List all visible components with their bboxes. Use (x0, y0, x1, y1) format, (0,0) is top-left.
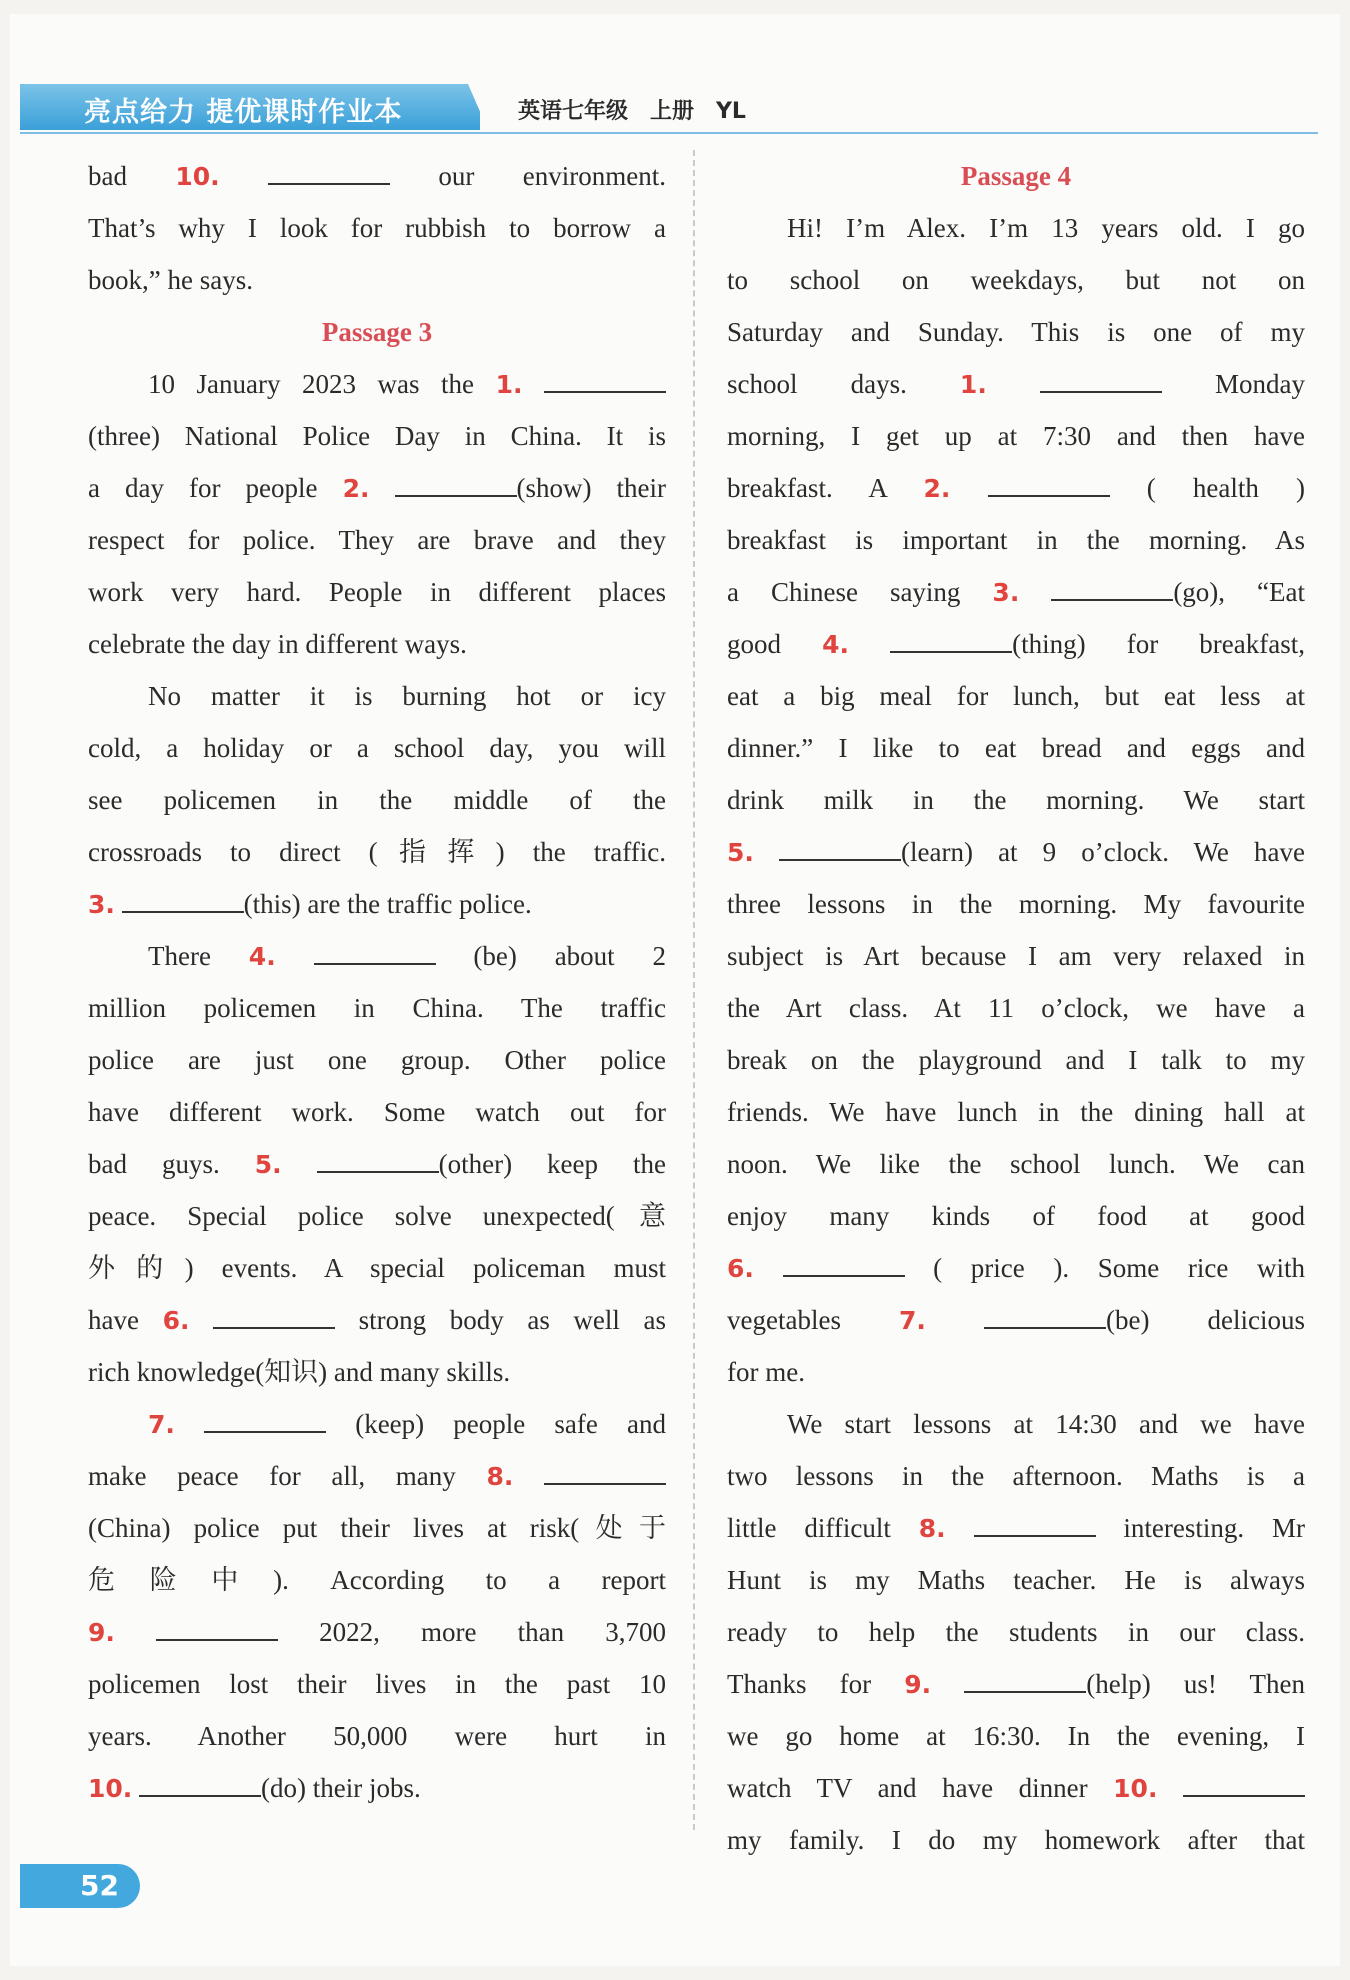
text-line: We start lessons at 14:30 and we have (787, 1409, 1305, 1439)
book-title: 亮点给力 提优课时作业本 (84, 97, 403, 128)
answer-blank[interactable] (890, 629, 1012, 653)
text-line: watch TV and have dinner 10. (727, 1762, 1305, 1814)
text-line: Thanks for 9. (help) us! Then (727, 1669, 1305, 1699)
text-line: Hunt is my Maths teacher. He is always (727, 1565, 1305, 1595)
text-line: the Art class. At 11 o’clock, we have a (727, 993, 1305, 1023)
text-line: respect for police. They are brave and they (88, 525, 666, 555)
text-line: my family. I do my homework after that (727, 1825, 1305, 1855)
text-line: 危险中). According to a report (88, 1565, 666, 1595)
answer-blank[interactable] (544, 369, 666, 393)
text-line: noon. We like the school lunch. We can (727, 1149, 1305, 1179)
answer-blank[interactable] (544, 1461, 666, 1485)
text-line: policemen lost their lives in the past 10 (88, 1669, 666, 1699)
answer-blank[interactable] (395, 473, 517, 497)
text-line: little difficult 8. interesting. Mr (727, 1513, 1305, 1543)
answer-blank[interactable] (213, 1305, 335, 1329)
text-line: breakfast is important in the morning. As (727, 525, 1305, 555)
answer-blank[interactable] (156, 1617, 278, 1641)
answer-blank[interactable] (964, 1669, 1086, 1693)
text-line: a Chinese saying 3. (go), “Eat (727, 577, 1305, 607)
answer-blank[interactable] (1183, 1773, 1305, 1797)
text-line: rich knowledge(知识) and many skills. (88, 1357, 511, 1387)
text-line: break on the playground and I talk to my (727, 1045, 1305, 1075)
text-line: (China) police put their lives at risk(处于 (88, 1513, 666, 1543)
question-number: 10. (1113, 1774, 1158, 1803)
text-line: ready to help the students in our class. (727, 1617, 1305, 1647)
text-line: That’s why I look for rubbish to borrow a (88, 213, 666, 243)
header-rule (20, 132, 1318, 134)
text-line: No matter it is burning hot or icy (148, 681, 666, 711)
text-line: a day for people 2. (show) their (88, 473, 666, 503)
text-line: subject is Art because I am very relaxed in (727, 941, 1305, 971)
text-line: morning, I get up at 7:30 and then have (727, 421, 1305, 451)
text-line: see policemen in the middle of the (88, 785, 666, 815)
text-line: cold, a holiday or a school day, you will (88, 733, 666, 763)
passage-title: Passage 4 (960, 161, 1072, 191)
question-number: 9. (904, 1670, 932, 1699)
text-line: for me. (727, 1357, 805, 1387)
question-number: 3. (992, 578, 1020, 607)
page-number: 52 (20, 1864, 140, 1908)
text-line: (three) National Police Day in China. It is (88, 421, 666, 451)
text-line: we go home at 16:30. In the evening, I (727, 1721, 1305, 1751)
text-line: make peace for all, many 8. (88, 1450, 666, 1502)
text-line: book,” he says. (88, 265, 253, 295)
left-column (88, 150, 666, 1814)
question-number: 6. (162, 1306, 190, 1335)
book-subtitle: 英语七年级 上册 YL (518, 99, 746, 124)
text-line: two lessons in the afternoon. Maths is a (727, 1461, 1305, 1491)
text-line: three lessons in the morning. My favourite (727, 889, 1305, 919)
answer-blank[interactable] (988, 473, 1110, 497)
text-line: 5. (learn) at 9 o’clock. We have (727, 837, 1305, 867)
question-number: 6. (727, 1254, 754, 1283)
question-number: 4. (248, 942, 276, 971)
text-line: million policemen in China. The traffic (88, 993, 666, 1023)
text-line: work very hard. People in different places (88, 577, 666, 607)
question-number: 5. (727, 838, 754, 867)
answer-blank[interactable] (1051, 577, 1173, 601)
answer-blank[interactable] (139, 1773, 261, 1797)
question-number: 8. (486, 1462, 514, 1491)
answer-blank[interactable] (314, 941, 436, 965)
text-line: friends. We have lunch in the dining hall at (727, 1097, 1305, 1127)
question-number: 10. (175, 162, 220, 191)
page-header (20, 84, 1320, 132)
text-line: vegetables 7. (be) delicious (727, 1305, 1305, 1335)
text-line: 7. (keep) people safe and (148, 1409, 666, 1439)
text-line: enjoy many kinds of food at good (727, 1201, 1305, 1231)
text-line: celebrate the day in different ways. (88, 629, 467, 659)
answer-blank[interactable] (122, 889, 244, 913)
text-line: eat a big meal for lunch, but eat less at (727, 681, 1305, 711)
text-line: crossroads to direct (指挥) the traffic. (88, 837, 666, 867)
question-number: 9. (88, 1618, 115, 1647)
text-line: 6. ( price ). Some rice with (727, 1253, 1305, 1283)
text-line: good 4. (thing) for breakfast, (727, 629, 1305, 659)
answer-blank[interactable] (1040, 369, 1162, 393)
text-line: bad guys. 5. (other) keep the (88, 1149, 666, 1179)
text-line: There 4. (be) about 2 (148, 941, 666, 971)
question-number: 3. (88, 890, 115, 919)
text-line: Hi! I’m Alex. I’m 13 years old. I go (787, 213, 1305, 243)
text-line: 外的) events. A special policeman must (88, 1253, 666, 1283)
answer-blank[interactable] (984, 1305, 1106, 1329)
answer-blank[interactable] (268, 161, 390, 185)
text-line: police are just one group. Other police (88, 1045, 666, 1075)
text-line: 3. (this) are the traffic police. (88, 889, 532, 919)
text-line: drink milk in the morning. We start (727, 785, 1305, 815)
answer-blank[interactable] (317, 1149, 439, 1173)
text-line: Saturday and Sunday. This is one of my (727, 317, 1305, 347)
question-number: 7. (899, 1306, 926, 1335)
question-number: 10. (88, 1774, 133, 1803)
text-line: have different work. Some watch out for (88, 1097, 666, 1127)
answer-blank[interactable] (779, 837, 901, 861)
text-line: peace. Special police solve unexpected(意 (88, 1201, 666, 1231)
question-number: 1. (495, 370, 523, 399)
answer-blank[interactable] (204, 1409, 326, 1433)
question-number: 2. (923, 474, 951, 503)
text-line: have 6. strong body as well as (88, 1305, 666, 1335)
text-line: bad 10. our environment. (88, 161, 666, 191)
question-number: 4. (822, 630, 850, 659)
text-line: 9. 2022, more than 3,700 (88, 1617, 666, 1647)
answer-blank[interactable] (974, 1513, 1096, 1537)
text-line: breakfast. A 2. ( health ) (727, 473, 1305, 503)
text-line: years. Another 50,000 were hurt in (88, 1721, 666, 1751)
question-number: 2. (342, 474, 370, 503)
answer-blank[interactable] (783, 1253, 905, 1277)
right-column (727, 150, 1305, 1866)
question-number: 8. (918, 1514, 946, 1543)
question-number: 7. (148, 1410, 175, 1439)
text-line: school days. 1. Monday (727, 369, 1305, 399)
passage-title: Passage 3 (321, 317, 433, 347)
text-line: 10. (do) their jobs. (88, 1773, 421, 1803)
question-number: 5. (254, 1150, 282, 1179)
text-line: 10 January 2023 was the 1. (88, 358, 666, 410)
column-divider (693, 150, 695, 1830)
text-line: dinner.” I like to eat bread and eggs and (727, 733, 1305, 763)
question-number: 1. (959, 370, 987, 399)
text-line: to school on weekdays, but not on (727, 265, 1305, 295)
